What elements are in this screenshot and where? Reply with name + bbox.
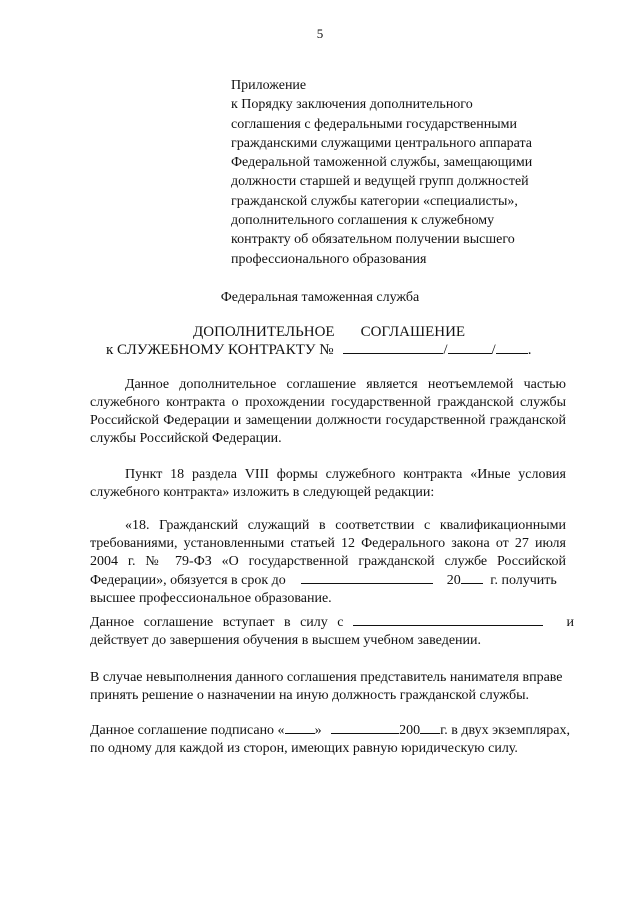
contract-number-label: к СЛУЖЕБНОМУ КОНТРАКТУ №: [106, 342, 334, 358]
paragraph-line: служебного контракта» изложить в следующей редакции:: [90, 485, 435, 500]
signing-line: [90, 721, 570, 740]
paragraph-effective-date: [90, 613, 575, 650]
contract-number-blank-1: [343, 341, 443, 354]
paragraph-line: «18. Гражданский служащий в соответствии с квалификационными: [125, 518, 566, 533]
deadline-year-blank: [461, 571, 483, 584]
appendix-line: профессионального образования: [231, 251, 427, 267]
effective-date-and: и: [566, 615, 575, 630]
title-word-1: ДОПОЛНИТЕЛЬНОЕ: [193, 324, 335, 340]
paragraph-line: 2004 г. № 79-ФЗ «О государственной гражданской службе Российской: [90, 554, 566, 569]
signing-year-blank: [420, 721, 440, 734]
deadline-suffix: г. получить: [490, 573, 557, 588]
document-title: [193, 324, 465, 341]
contract-number-end: .: [527, 342, 532, 358]
signing-label: Данное соглашение подписано «: [90, 723, 285, 738]
page-number: 5: [316, 26, 324, 41]
contract-number-sep-2: /: [491, 342, 496, 358]
contract-number-line: [106, 341, 531, 359]
contract-number-blank-3: [496, 341, 528, 354]
appendix-line: дополнительного соглашения к служебному: [231, 213, 495, 229]
signing-suffix: г. в двух экземплярах,: [440, 723, 570, 738]
appendix-line: Приложение: [231, 78, 307, 93]
paragraph-line: служебного контракта о прохождении государственной гражданской службы: [90, 395, 566, 410]
signing-year-prefix: 200: [399, 723, 421, 738]
paragraph-line: по одному для каждой из сторон, имеющих равную юридическую силу.: [90, 741, 518, 756]
effective-date-line: [90, 613, 575, 632]
paragraph-line: Российской Федерации и замещении должности государственной гражданской: [90, 413, 566, 428]
deadline-date-blank: [301, 571, 433, 584]
paragraph-line: принять решение о назначении на иную должность гражданской службы.: [90, 688, 530, 703]
paragraph-line: Данное дополнительное соглашение является неотъемлемой частью: [125, 377, 566, 392]
paragraph-line: высшее профессиональное образование.: [90, 591, 332, 606]
paragraph-line: В случае невыполнения данного соглашения представитель нанимателя вправе: [90, 670, 563, 685]
deadline-label: Федерации», обязуется в срок до: [90, 573, 286, 588]
paragraph-line: действует до завершения обучения в высшем учебном заведении.: [90, 633, 482, 648]
effective-date-label: Данное соглашение вступает в силу с: [90, 615, 344, 630]
appendix-line: гражданскими служащими центрального аппарата: [231, 135, 533, 151]
paragraph-line: требованиями, установленными статьей 12 Федерального закона от 27 июля: [90, 536, 566, 551]
agency-name: Федеральная таможенная служба: [220, 290, 420, 305]
contract-number-blank-2: [448, 341, 492, 354]
deadline-line: [90, 571, 566, 590]
paragraph-integral-part: [90, 376, 566, 448]
contract-number-sep-1: /: [443, 342, 448, 358]
appendix-line: к Порядку заключения дополнительного: [231, 97, 473, 113]
signing-quote-close: »: [314, 723, 322, 738]
signing-month-blank: [331, 721, 399, 734]
appendix-block: [231, 76, 561, 269]
appendix-line: должности старшей и ведущей групп должностей: [231, 174, 529, 190]
paragraph-signing: [90, 721, 570, 758]
paragraph-clause-18-intro: [90, 466, 566, 502]
paragraph-non-fulfillment: [90, 669, 566, 705]
title-word-2: СОГЛАШЕНИЕ: [360, 324, 466, 340]
appendix-line: контракту об обязательном получении высшего: [231, 232, 515, 248]
appendix-line: гражданской службы категории «специалисты»,: [231, 193, 518, 209]
signing-day-blank: [285, 721, 315, 734]
paragraph-clause-18-text: [90, 517, 566, 608]
appendix-line: соглашения с федеральными государственными: [231, 116, 518, 132]
paragraph-line: службы Российской Федерации.: [90, 431, 282, 446]
deadline-year-prefix: 20: [446, 573, 461, 588]
appendix-line: Федеральной таможенной службы, замещающими: [231, 155, 533, 171]
effective-date-blank: [353, 613, 543, 626]
paragraph-line: Пункт 18 раздела VIII формы служебного контракта «Иные условия: [125, 467, 566, 482]
